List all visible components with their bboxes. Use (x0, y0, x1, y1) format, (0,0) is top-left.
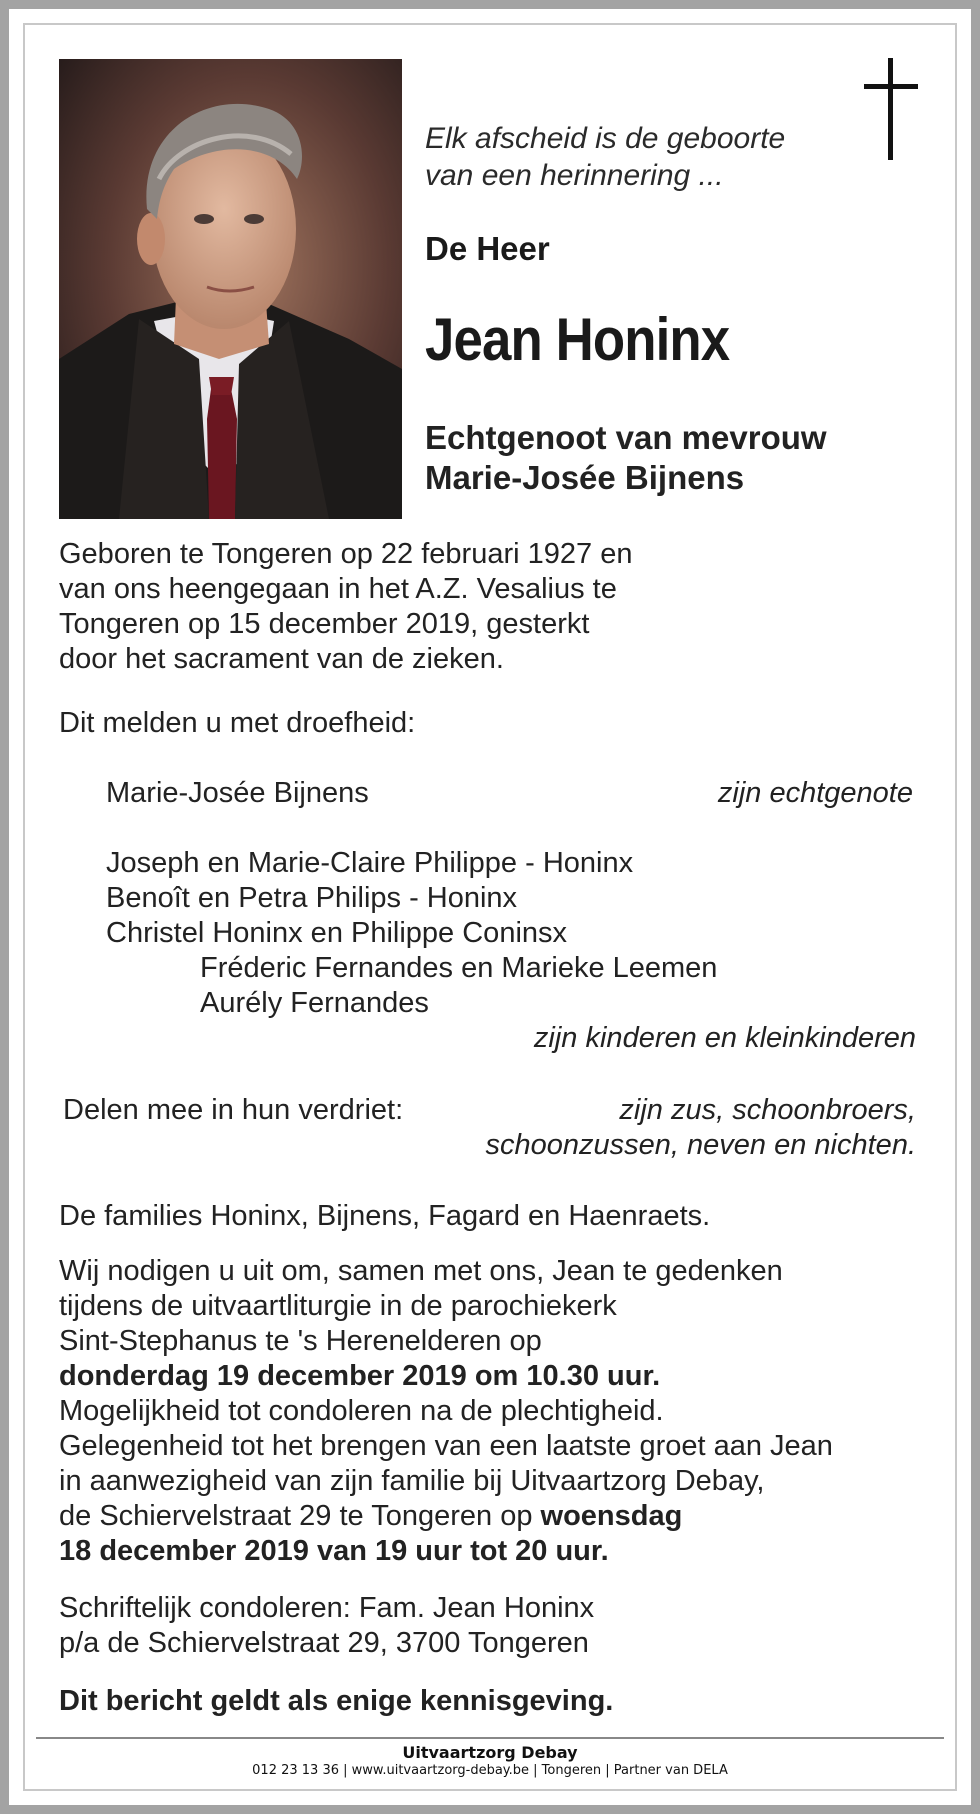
ceremony-line: Sint-Stephanus te 's Herenelderen op (59, 1325, 542, 1357)
children-role: zijn kinderen en kleinkinderen (533, 1022, 916, 1054)
cross-icon (860, 58, 924, 160)
quote (425, 120, 785, 194)
footer-details: 012 23 13 36 | www.uitvaartzorg-debay.be | Tongeren | Partner van DELA (252, 1763, 728, 1778)
condolence-line: Schriftelijk condoleren: Fam. Jean Honinx (59, 1592, 595, 1624)
ceremony-line: Wij nodigen u uit om, samen met ons, Jean te gedenken (59, 1255, 783, 1287)
deceased-name: Jean Honinx (425, 306, 730, 373)
birth-line: Geboren te Tongeren op 22 februari 1927 en (59, 538, 633, 570)
share-label: Delen mee in hun verdriet: (63, 1094, 404, 1126)
ceremony-line (59, 1499, 833, 1534)
footer-company: Uitvaartzorg Debay (402, 1743, 578, 1762)
share-role-line-2: schoonzussen, neven en nichten. (485, 1129, 916, 1161)
list-item: Fréderic Fernandes en Marieke Leemen (200, 952, 718, 984)
announce-line: Dit melden u met droefheid: (59, 707, 416, 739)
footer-divider (36, 1737, 944, 1739)
share-role (486, 1093, 916, 1163)
visitation-date (59, 1534, 833, 1569)
quote-line-2: van een herinnering ... (425, 159, 724, 192)
visitation-date-text: 18 december 2019 van 19 uur tot 20 uur. (59, 1535, 609, 1567)
list-item: Aurély Fernandes (200, 987, 429, 1019)
ceremony-paragraph (59, 1254, 833, 1569)
mourner-spouse-role: zijn echtgenote (717, 777, 913, 809)
spouse-heading (425, 418, 827, 498)
ceremony-date (59, 1359, 833, 1394)
ceremony-line: Gelegenheid tot het brengen van een laatste groet aan Jean (59, 1430, 833, 1462)
visitation-day: woensdag (540, 1500, 683, 1532)
ceremony-line: in aanwezigheid van zijn familie bij Uitvaartzorg Debay, (59, 1465, 765, 1497)
spouse-line-2: Marie-Josée Bijnens (425, 459, 745, 496)
ceremony-date-text: donderdag 19 december 2019 om 10.30 uur. (59, 1360, 661, 1392)
mourner-spouse-name: Marie-Josée Bijnens (106, 777, 369, 809)
birth-line: van ons heengegaan in het A.Z. Vesalius te (59, 573, 617, 605)
condolence-line: p/a de Schiervelstraat 29, 3700 Tongeren (59, 1627, 589, 1659)
grandchildren-list (200, 951, 717, 1021)
birth-line: door het sacrament van de zieken. (59, 643, 504, 675)
condolence-paragraph (59, 1591, 594, 1661)
families-line: De families Honinx, Bijnens, Fagard en Haenraets. (59, 1200, 711, 1232)
birth-line: Tongeren op 15 december 2019, gesterkt (59, 608, 590, 640)
notice-line: Dit bericht geldt als enige kennisgeving. (59, 1685, 614, 1717)
list-item: Benoît en Petra Philips - Honinx (106, 882, 518, 914)
share-role-line-1: zijn zus, schoonbroers, (619, 1094, 916, 1126)
portrait-photo (59, 59, 402, 519)
honorific: De Heer (425, 230, 550, 267)
spouse-line-1: Echtgenoot van mevrouw (425, 419, 827, 456)
list-item: Christel Honinx en Philippe Coninsx (106, 917, 568, 949)
children-list (106, 846, 633, 951)
ceremony-line-text: de Schiervelstraat 29 te Tongeren op (59, 1500, 541, 1532)
list-item: Joseph en Marie-Claire Philippe - Honinx (106, 847, 634, 879)
ceremony-line: tijdens de uitvaartliturgie in de parochiekerk (59, 1290, 617, 1322)
quote-line-1: Elk afscheid is de geboorte (425, 122, 786, 155)
birth-paragraph (59, 537, 632, 677)
ceremony-line: Mogelijkheid tot condoleren na de plechtigheid. (59, 1395, 664, 1427)
